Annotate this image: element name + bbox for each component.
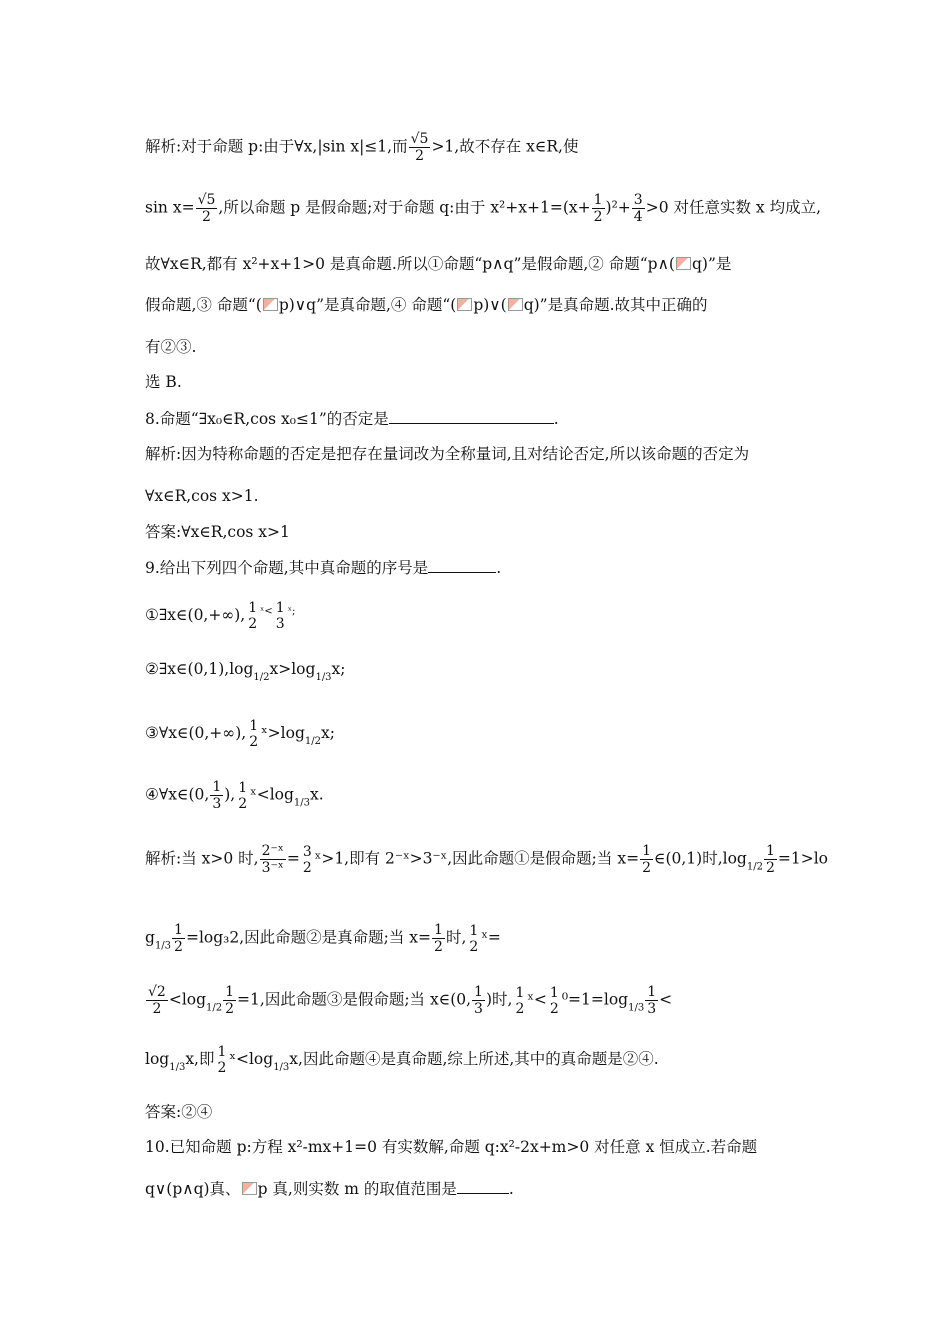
q9-text: x. xyxy=(310,785,324,804)
q9-text: . xyxy=(496,559,502,577)
fraction: $\frac{1}{2}$ xyxy=(174,922,183,955)
fraction: $\frac{1}{2}$ xyxy=(434,922,443,955)
q7-text: q)”是 xyxy=(691,255,732,273)
q9-text: ˣ< xyxy=(527,990,547,1009)
q9-analysis-1 xyxy=(145,843,828,879)
q10-text: 10.已知命题 p:方程 x²-mx+1=0 有实数解,命题 q:x²-2x+m>0 对任意 x 恒成立.若命题 xyxy=(145,1138,758,1156)
fraction: 1 2 xyxy=(238,779,248,812)
q8-answer xyxy=(145,521,810,543)
q9-analysis-3 xyxy=(145,984,810,1020)
fraction: 1 2 xyxy=(249,718,259,750)
q9-text: x,即 xyxy=(185,1050,215,1068)
q7-text: 有②③. xyxy=(145,338,197,356)
q9-text: ˣ<log xyxy=(229,1050,274,1068)
fraction: $\frac{1}{2}$ xyxy=(225,984,235,1017)
log-base: 1/3 xyxy=(628,1002,645,1014)
q9-text: x,因此命题④是真命题,综上所述,其中的真命题是②④. xyxy=(289,1050,659,1068)
q9-text: ⁰=1=log xyxy=(561,990,629,1009)
q9-prop-1 xyxy=(145,600,810,632)
log-base: 1/2 xyxy=(206,1002,223,1014)
fraction: $\frac{1}{2}$ xyxy=(642,843,651,876)
broken-image-icon xyxy=(457,298,472,311)
q9-text: ˣ<log xyxy=(250,785,294,804)
fraction: $\frac{\text{2⁻ˣ}}{\text{3⁻ˣ}}$ xyxy=(261,843,284,876)
log-base: 1/3 xyxy=(169,1062,186,1073)
q10-text: . xyxy=(508,1180,514,1198)
fraction: 1 3 xyxy=(275,600,285,632)
fraction: $\frac{1}{3}$ xyxy=(212,779,222,812)
q9-prop-4 xyxy=(145,779,810,815)
fraction: $\frac{√5}{2}$ xyxy=(197,192,216,225)
q9-text: < xyxy=(659,990,673,1009)
q9-text: <log xyxy=(168,990,207,1009)
q9-text: = xyxy=(286,849,300,868)
q7-text: sin x= xyxy=(145,198,195,217)
q7-line-3 xyxy=(145,253,810,275)
q9-text: =1>lo xyxy=(777,849,828,868)
q7-text: p)∨q”是真命题,④ 命题“( xyxy=(278,296,457,314)
fraction: $\frac{√2}{2}$ xyxy=(148,984,166,1017)
q9-text: x>log xyxy=(269,660,316,678)
fraction: 1 2 xyxy=(217,1044,227,1076)
q10-text: q∨(p∧q)真、 xyxy=(145,1180,241,1198)
q7-text: )²+ xyxy=(605,198,631,217)
fraction: $\frac{1}{2}$ xyxy=(765,843,775,876)
q9-text: =log₃2,因此命题②是真命题;当 x= xyxy=(185,928,432,947)
q9-text: ˣ< xyxy=(260,606,273,617)
q9-text: 答案:②④ xyxy=(145,1103,213,1121)
q9-text: ①∃x∈(0,+∞), xyxy=(145,606,246,624)
fraction: 1 2 xyxy=(549,984,559,1017)
q8-analysis-1 xyxy=(145,443,810,465)
q9-text: g xyxy=(145,928,155,947)
q9-question xyxy=(145,557,810,579)
q9-text: x; xyxy=(320,724,335,742)
q7-text: >0 对任意实数 x 均成立, xyxy=(645,198,822,217)
q9-text: ③∀x∈(0,+∞), xyxy=(145,724,247,742)
q8-text: 解析:因为特称命题的否定是把存在量词改为全称量词,且对结论否定,所以该命题的否定为 xyxy=(145,445,750,463)
answer-blank[interactable] xyxy=(389,408,554,424)
q10-text: p 真,则实数 m 的取值范围是 xyxy=(257,1180,457,1198)
q9-answer xyxy=(145,1101,810,1123)
fraction: $\frac{1}{3}$ xyxy=(647,984,657,1017)
q7-text: 假命题,③ 命题“( xyxy=(145,296,262,314)
q9-text: x; xyxy=(331,660,346,678)
q10-line-1 xyxy=(145,1136,810,1158)
q9-text: log xyxy=(145,1050,170,1068)
q9-prop-3 xyxy=(145,718,810,753)
q8-question xyxy=(145,408,810,430)
answer-blank[interactable] xyxy=(457,1178,509,1194)
broken-image-icon xyxy=(242,1182,257,1195)
q7-text: ,所以命题 p 是假命题;对于命题 q:由于 x²+x+1=(x+ xyxy=(218,198,591,217)
log-base: 1/3 xyxy=(154,940,172,952)
answer-blank[interactable] xyxy=(428,557,496,573)
fraction: 1 2 xyxy=(515,984,525,1017)
broken-image-icon xyxy=(676,257,691,270)
q7-line-2 xyxy=(145,192,822,225)
q9-text: 解析:当 x>0 时, xyxy=(145,849,259,868)
q9-text: ②∃x∈(0,1),log xyxy=(145,660,254,678)
log-base: 1/2 xyxy=(253,672,270,683)
q9-text: ∈(0,1)时,log xyxy=(653,849,747,868)
q9-analysis-4 xyxy=(145,1044,810,1079)
fraction: $\frac{3}{4}$ xyxy=(633,192,643,225)
q7-line-4 xyxy=(145,294,810,316)
log-base: 1/2 xyxy=(746,861,763,873)
fraction: $\frac{√5}{2}$ xyxy=(410,131,429,164)
q9-text: ˣ>log xyxy=(261,724,305,742)
q9-text: ˣ>1,即有 2⁻ˣ>3⁻ˣ,因此命题①是假命题;当 x= xyxy=(314,849,640,868)
q9-text: 9.给出下列四个命题,其中真命题的序号是 xyxy=(145,559,429,577)
q9-text: ˣ= xyxy=(481,928,501,947)
q8-analysis-2 xyxy=(145,485,810,507)
q7-text: p)∨( xyxy=(473,296,507,314)
q9-text: =1,因此命题③是假命题;当 x∈(0, xyxy=(237,990,472,1009)
q9-prop-2 xyxy=(145,658,810,689)
fraction: $\frac{1}{3}$ xyxy=(474,984,483,1017)
q7-text: q)”是真命题.故其中正确的 xyxy=(523,296,708,314)
q9-text: )时, xyxy=(485,990,513,1009)
q7-text: 解析:对于命题 p:由于∀x,|sin x|≤1,而 xyxy=(145,137,408,156)
q7-line-5 xyxy=(145,336,810,358)
q9-analysis-2 xyxy=(145,922,810,958)
q7-text: >1,故不存在 x∈R,使 xyxy=(431,137,579,156)
q7-line-6 xyxy=(145,371,810,393)
q8-text: ∀x∈R,cos x>1. xyxy=(145,487,259,505)
q7-text: 选 B. xyxy=(145,373,182,391)
broken-image-icon xyxy=(508,298,523,311)
q9-text: ˣ; xyxy=(287,606,296,617)
q8-text: 8.命题“∃x₀∈R,cos x₀≤1”的否定是 xyxy=(145,410,389,428)
q9-text: 时, xyxy=(445,928,467,947)
fraction: $\frac{1}{2}$ xyxy=(593,192,603,225)
q9-text: ④∀x∈(0, xyxy=(145,785,210,804)
q8-text: 答案:∀x∈R,cos x>1 xyxy=(145,523,290,541)
q7-text: 故∀x∈R,都有 x²+x+1>0 是真命题.所以①命题“p∧q”是假命题,② 命题“p∧( xyxy=(145,255,675,273)
fraction: 3 2 xyxy=(302,843,312,876)
q8-text: . xyxy=(553,410,559,428)
log-base: 1/3 xyxy=(315,672,332,683)
log-base: 1/3 xyxy=(293,797,311,809)
log-base: 1/2 xyxy=(304,736,321,747)
log-base: 1/3 xyxy=(273,1062,290,1073)
q9-text: ), xyxy=(224,785,236,804)
q7-line-1 xyxy=(145,131,810,164)
fraction: 1 2 xyxy=(469,922,479,955)
broken-image-icon xyxy=(263,298,278,311)
fraction: 1 2 xyxy=(248,600,258,632)
q10-line-2 xyxy=(145,1178,810,1200)
